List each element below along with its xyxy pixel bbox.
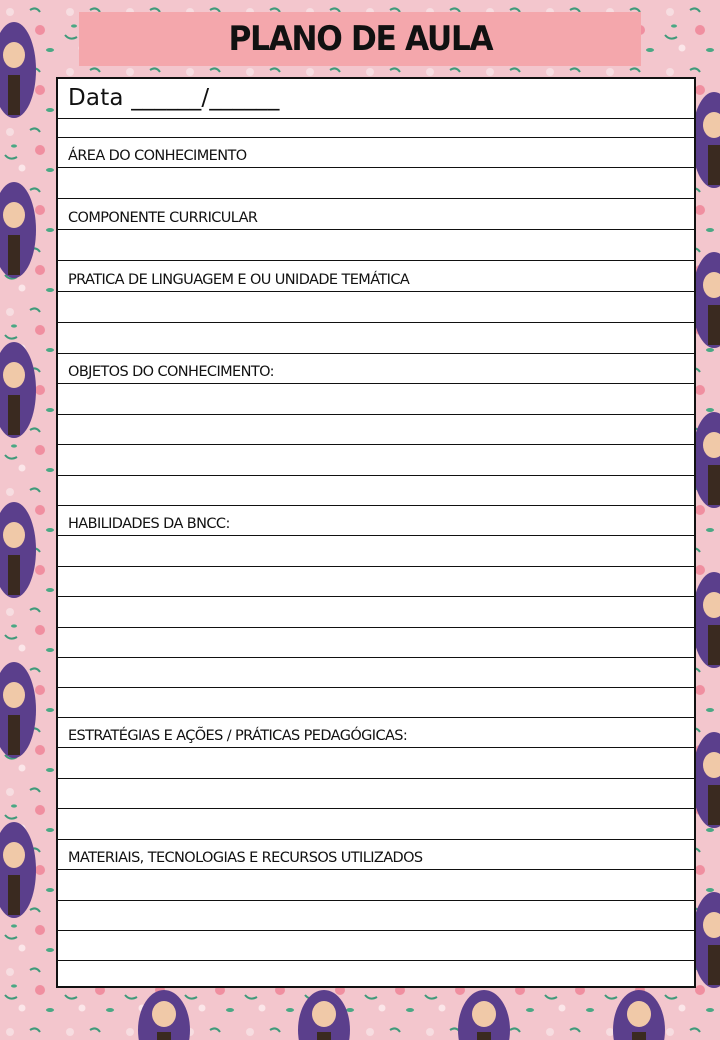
blank-line[interactable] — [58, 748, 694, 779]
section-materiais-recursos — [58, 840, 694, 870]
section-area-conhecimento — [58, 138, 694, 168]
section-componente-curricular — [58, 199, 694, 230]
section-label: HABILIDADES DA BNCC: — [68, 516, 230, 532]
date-label: Data ______/______ — [68, 85, 280, 111]
section-label: COMPONENTE CURRICULAR — [68, 210, 258, 226]
blank-line[interactable] — [58, 779, 694, 809]
blank-line[interactable] — [58, 119, 694, 138]
blank-line[interactable] — [58, 688, 694, 718]
blank-line[interactable] — [58, 323, 694, 354]
blank-line[interactable] — [58, 628, 694, 658]
blank-line[interactable] — [58, 658, 694, 688]
date-row[interactable] — [58, 79, 694, 119]
blank-line[interactable] — [58, 384, 694, 415]
blank-line[interactable] — [58, 870, 694, 901]
section-label: ESTRATÉGIAS E AÇÕES / PRÁTICAS PEDAGÓGICAS: — [68, 728, 408, 744]
section-estrategias-acoes — [58, 718, 694, 748]
blank-line[interactable] — [58, 168, 694, 199]
blank-line[interactable] — [58, 445, 694, 476]
section-label: MATERIAIS, TECNOLOGIAS E RECURSOS UTILIZADOS — [68, 850, 423, 866]
lesson-plan-form — [56, 77, 696, 988]
blank-line[interactable] — [58, 809, 694, 840]
blank-line[interactable] — [58, 536, 694, 567]
blank-line[interactable] — [58, 901, 694, 931]
blank-line[interactable] — [58, 476, 694, 506]
blank-line[interactable] — [58, 292, 694, 323]
blank-line[interactable] — [58, 597, 694, 628]
blank-line[interactable] — [58, 230, 694, 261]
page-title: PLANO DE AULA — [228, 19, 492, 59]
blank-line[interactable] — [58, 567, 694, 597]
section-label: PRATICA DE LINGUAGEM E OU UNIDADE TEMÁTICA — [68, 272, 410, 288]
blank-line[interactable] — [58, 415, 694, 445]
section-pratica-linguagem — [58, 261, 694, 292]
blank-line[interactable] — [58, 931, 694, 961]
title-banner — [79, 12, 641, 66]
section-habilidades-bncc — [58, 506, 694, 536]
blank-line[interactable] — [58, 961, 694, 986]
section-label: OBJETOS DO CONHECIMENTO: — [68, 364, 274, 380]
section-label: ÁREA DO CONHECIMENTO — [68, 148, 247, 164]
section-objetos-conhecimento — [58, 354, 694, 384]
